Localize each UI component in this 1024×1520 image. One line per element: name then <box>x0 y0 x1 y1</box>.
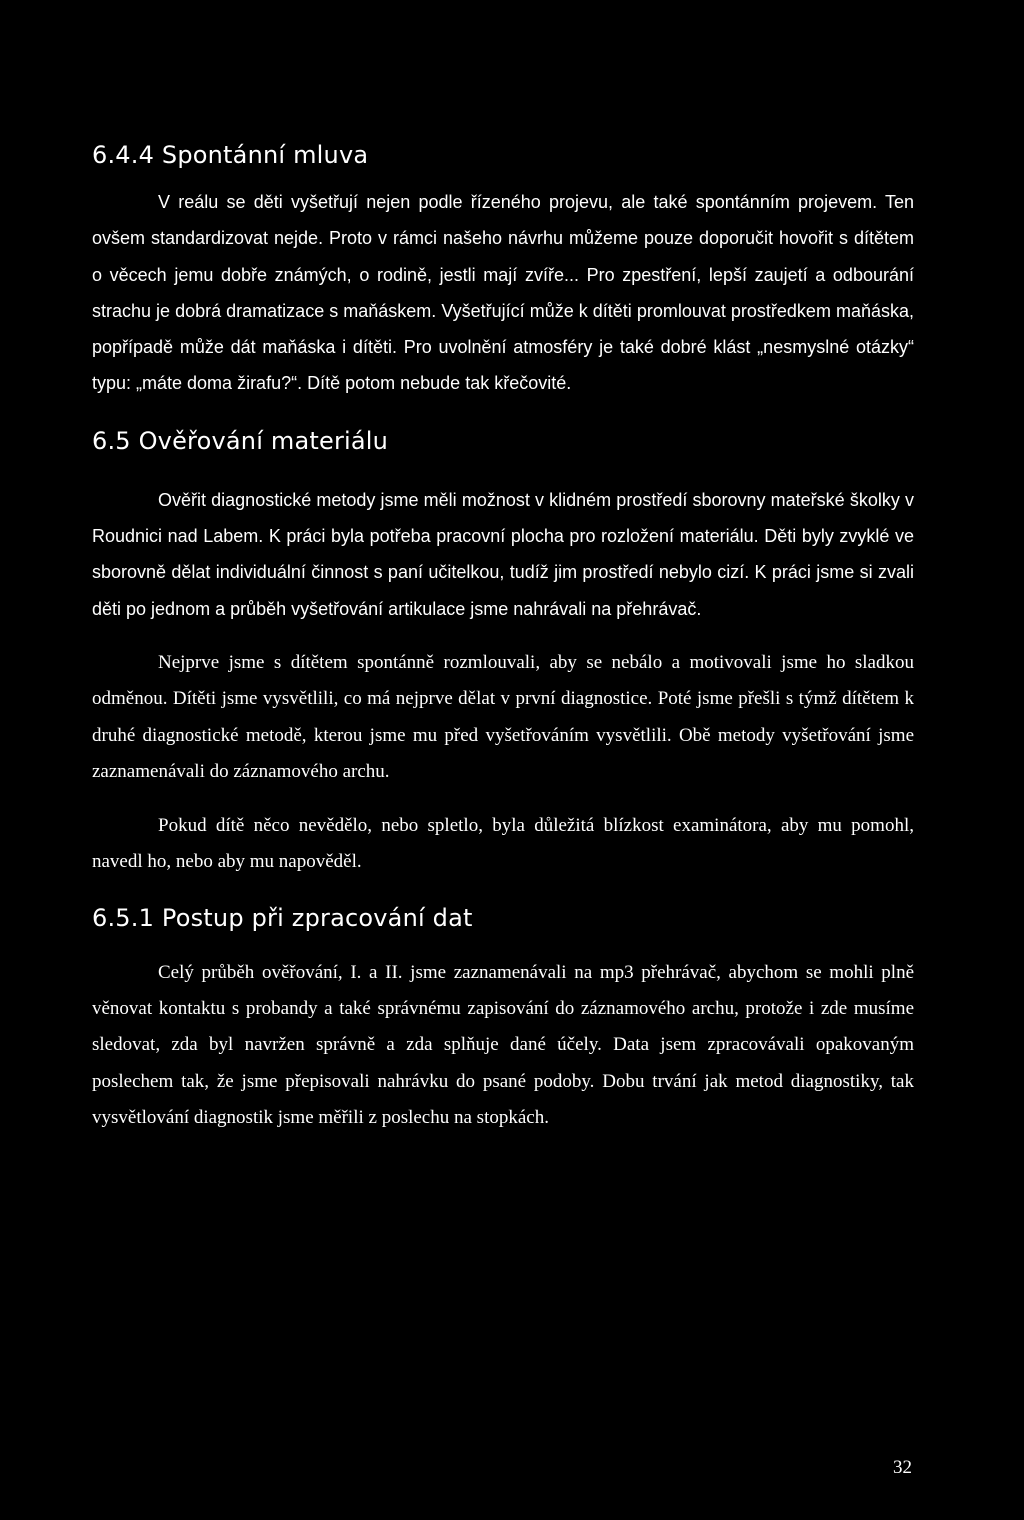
paragraph-first-steps: Nejprve jsme s dítětem spontánně rozmlouvali, aby se nebálo a motivovali jsme ho sladkou odměnou. Dítěti jsme vysvětlili, co má nejprve dělat v první diagnostice. Poté jsme přešli s týmž dítětem k druhé diagnostické metodě, kterou jsme mu před vyšetřováním vysvětlili. Obě metody vyšetřování jsme zaznamenávali do záznamového archu. <box>92 651 914 782</box>
document-page <box>92 138 914 1136</box>
paragraph-examiner-help: Pokud dítě něco nevědělo, nebo spletlo, byla důležitá blízkost examinátora, aby mu pomohl, navedl ho, nebo aby mu napověděl. <box>92 815 914 873</box>
section-heading-6-5: 6.5 Ověřování materiálu <box>92 426 389 455</box>
section-heading-6-4-4: 6.4.4 Spontánní mluva <box>92 141 369 169</box>
page-number: 32 <box>893 1457 912 1478</box>
paragraph-spontaneous-speech: V reálu se děti vyšetřují nejen podle řízeného projevu, ale také spontánním projevem. Ten ovšem standardizovat nejde. Proto v rámci našeho návrhu můžeme pouze doporučit hovořit s dítětem o věcech jemu dobře známých, o rodině, jestli mají zvíře... Pro zpestření, lepší zaujetí a odbourání strachu je dobrá dramatizace s maňáskem. Vyšetřující může k dítěti promlouvat prostředkem maňáska, popřípadě může dát maňáska i dítěti. Pro uvolnění atmosféry je také dobré klást „nesmyslné otázky“ typu: „máte doma žirafu?“. Dítě potom nebude tak křečovité. <box>92 192 914 394</box>
paragraph-material-verification: Ověřit diagnostické metody jsme měli možnost v klidném prostředí sborovny mateřské školky v Roudnici nad Labem. K práci byla potřeba pracovní plocha pro rozložení materiálu. Děti byly zvyklé ve sborovně dělat individuální činnost s paní učitelkou, tudíž jim prostředí nebylo cizí. K práci jsme si zvali děti po jednom a průběh vyšetřování artikulace jsme nahrávali na přehrávač. <box>92 489 914 619</box>
paragraph-data-processing: Celý průběh ověřování, I. a II. jsme zaznamenávali na mp3 přehrávač, abychom se mohli plně věnovat kontaktu s probandy a také správnému zapisování do záznamového archu, protože i zde musíme sledovat, zda byl navržen správně a zda splňuje dané účely. Data jsem zpracovávali opakovaným poslechem tak, že jsme přepisovali nahrávku do psané podoby. Dobu trvání jak metod diagnostiky, tak vysvětlování diagnostik jsme měřili z poslechu na stopkách. <box>92 961 914 1128</box>
section-heading-6-5-1: 6.5.1 Postup při zpracování dat <box>92 903 473 932</box>
